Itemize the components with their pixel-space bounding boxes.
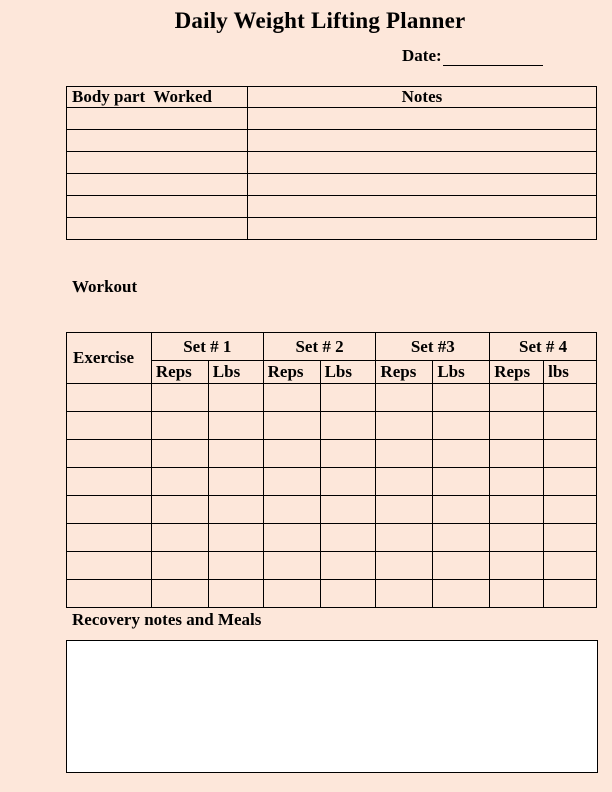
- set-1-lbs-cell[interactable]: [208, 552, 263, 580]
- set-2-reps-cell[interactable]: [263, 496, 320, 524]
- set-3-reps-header: Reps: [376, 361, 433, 384]
- table-row: [67, 580, 597, 608]
- set-2-reps-cell[interactable]: [263, 384, 320, 412]
- table-row: [67, 468, 597, 496]
- set-2-lbs-cell[interactable]: [320, 552, 376, 580]
- recovery-label: Recovery notes and Meals: [72, 610, 262, 629]
- set-2-reps-cell[interactable]: [263, 552, 320, 580]
- set-1-lbs-cell[interactable]: [208, 524, 263, 552]
- set-3-header: Set #3: [376, 333, 490, 361]
- body-part-cell[interactable]: [67, 174, 248, 196]
- set-4-lbs-cell[interactable]: [544, 468, 597, 496]
- set-3-lbs-cell[interactable]: [433, 496, 490, 524]
- date-field: [402, 46, 543, 66]
- set-1-reps-cell[interactable]: [151, 552, 208, 580]
- set-4-reps-cell[interactable]: [490, 468, 544, 496]
- set-1-lbs-header: Lbs: [208, 361, 263, 384]
- notes-cell[interactable]: [247, 174, 596, 196]
- set-1-reps-cell[interactable]: [151, 580, 208, 608]
- exercise-cell[interactable]: [67, 580, 152, 608]
- body-part-cell[interactable]: [67, 152, 248, 174]
- table-row: [67, 174, 597, 196]
- set-1-reps-cell[interactable]: [151, 468, 208, 496]
- set-2-lbs-cell[interactable]: [320, 384, 376, 412]
- body-part-cell[interactable]: [67, 196, 248, 218]
- set-1-lbs-cell[interactable]: [208, 580, 263, 608]
- exercise-cell[interactable]: [67, 496, 152, 524]
- set-1-header: Set # 1: [151, 333, 263, 361]
- set-4-lbs-cell[interactable]: [544, 496, 597, 524]
- body-part-cell[interactable]: [67, 218, 248, 240]
- table-row: [67, 196, 597, 218]
- set-4-header: Set # 4: [490, 333, 597, 361]
- set-4-reps-cell[interactable]: [490, 440, 544, 468]
- set-4-lbs-cell[interactable]: [544, 440, 597, 468]
- set-3-reps-cell[interactable]: [376, 496, 433, 524]
- body-part-table: [66, 86, 597, 240]
- page-title: Daily Weight Lifting Planner: [174, 8, 466, 33]
- set-1-reps-cell[interactable]: [151, 496, 208, 524]
- set-1-lbs-cell[interactable]: [208, 468, 263, 496]
- set-1-reps-cell[interactable]: [151, 384, 208, 412]
- set-4-reps-cell[interactable]: [490, 384, 544, 412]
- table-row: [67, 412, 597, 440]
- set-2-reps-cell[interactable]: [263, 468, 320, 496]
- date-input-line[interactable]: [443, 47, 543, 66]
- set-4-reps-header: Reps: [490, 361, 544, 384]
- set-3-lbs-cell[interactable]: [433, 412, 490, 440]
- set-2-lbs-cell[interactable]: [320, 580, 376, 608]
- set-4-lbs-cell[interactable]: [544, 552, 597, 580]
- set-3-reps-cell[interactable]: [376, 524, 433, 552]
- set-4-reps-cell[interactable]: [490, 552, 544, 580]
- recovery-notes-box[interactable]: [66, 640, 598, 773]
- set-1-reps-cell[interactable]: [151, 524, 208, 552]
- set-2-header: Set # 2: [263, 333, 376, 361]
- set-3-reps-cell[interactable]: [376, 412, 433, 440]
- body-part-header: Body part Worked: [67, 87, 248, 108]
- set-4-reps-cell[interactable]: [490, 412, 544, 440]
- set-3-reps-cell[interactable]: [376, 468, 433, 496]
- date-label: Date:: [402, 46, 442, 65]
- exercise-cell[interactable]: [67, 440, 152, 468]
- table-row: [67, 218, 597, 240]
- set-3-lbs-cell[interactable]: [433, 440, 490, 468]
- table-row: [67, 130, 597, 152]
- set-1-lbs-cell[interactable]: [208, 496, 263, 524]
- set-4-lbs-cell[interactable]: [544, 412, 597, 440]
- exercise-cell[interactable]: [67, 524, 152, 552]
- exercise-cell[interactable]: [67, 468, 152, 496]
- workout-table: [66, 332, 597, 608]
- set-2-lbs-header: Lbs: [320, 361, 376, 384]
- set-2-lbs-cell[interactable]: [320, 412, 376, 440]
- notes-cell[interactable]: [247, 108, 596, 130]
- set-2-reps-cell[interactable]: [263, 524, 320, 552]
- set-4-lbs-cell[interactable]: [544, 580, 597, 608]
- set-1-reps-header: Reps: [151, 361, 208, 384]
- notes-cell[interactable]: [247, 130, 596, 152]
- table-row: [67, 384, 597, 412]
- set-2-lbs-cell[interactable]: [320, 524, 376, 552]
- set-3-reps-cell[interactable]: [376, 552, 433, 580]
- set-2-lbs-cell[interactable]: [320, 496, 376, 524]
- set-1-lbs-cell[interactable]: [208, 384, 263, 412]
- set-1-lbs-cell[interactable]: [208, 412, 263, 440]
- set-4-reps-cell[interactable]: [490, 580, 544, 608]
- exercise-header: Exercise: [67, 333, 152, 384]
- set-2-reps-cell[interactable]: [263, 440, 320, 468]
- set-1-reps-cell[interactable]: [151, 412, 208, 440]
- set-2-reps-cell[interactable]: [263, 580, 320, 608]
- set-3-lbs-cell[interactable]: [433, 524, 490, 552]
- set-1-lbs-cell[interactable]: [208, 440, 263, 468]
- notes-cell[interactable]: [247, 152, 596, 174]
- set-2-reps-header: Reps: [263, 361, 320, 384]
- set-3-lbs-cell[interactable]: [433, 384, 490, 412]
- set-3-lbs-cell[interactable]: [433, 552, 490, 580]
- set-4-lbs-cell[interactable]: [544, 384, 597, 412]
- notes-header: Notes: [247, 87, 596, 108]
- table-row: [67, 440, 597, 468]
- set-3-reps-cell[interactable]: [376, 440, 433, 468]
- body-part-cell[interactable]: [67, 108, 248, 130]
- exercise-cell[interactable]: [67, 412, 152, 440]
- set-4-reps-cell[interactable]: [490, 524, 544, 552]
- set-3-reps-cell[interactable]: [376, 384, 433, 412]
- set-3-lbs-cell[interactable]: [433, 580, 490, 608]
- workout-label: Workout: [72, 277, 138, 296]
- body-part-cell[interactable]: [67, 130, 248, 152]
- exercise-cell[interactable]: [67, 552, 152, 580]
- set-4-lbs-cell[interactable]: [544, 524, 597, 552]
- set-3-lbs-header: Lbs: [433, 361, 490, 384]
- set-2-lbs-cell[interactable]: [320, 440, 376, 468]
- set-4-reps-cell[interactable]: [490, 496, 544, 524]
- table-row: [67, 108, 597, 130]
- notes-cell[interactable]: [247, 196, 596, 218]
- notes-cell[interactable]: [247, 218, 596, 240]
- table-row: [67, 496, 597, 524]
- set-3-lbs-cell[interactable]: [433, 468, 490, 496]
- set-1-reps-cell[interactable]: [151, 440, 208, 468]
- table-row: [67, 524, 597, 552]
- table-row: [67, 552, 597, 580]
- table-row: [67, 152, 597, 174]
- set-2-reps-cell[interactable]: [263, 412, 320, 440]
- set-4-lbs-header: lbs: [544, 361, 597, 384]
- set-3-reps-cell[interactable]: [376, 580, 433, 608]
- exercise-cell[interactable]: [67, 384, 152, 412]
- set-2-lbs-cell[interactable]: [320, 468, 376, 496]
